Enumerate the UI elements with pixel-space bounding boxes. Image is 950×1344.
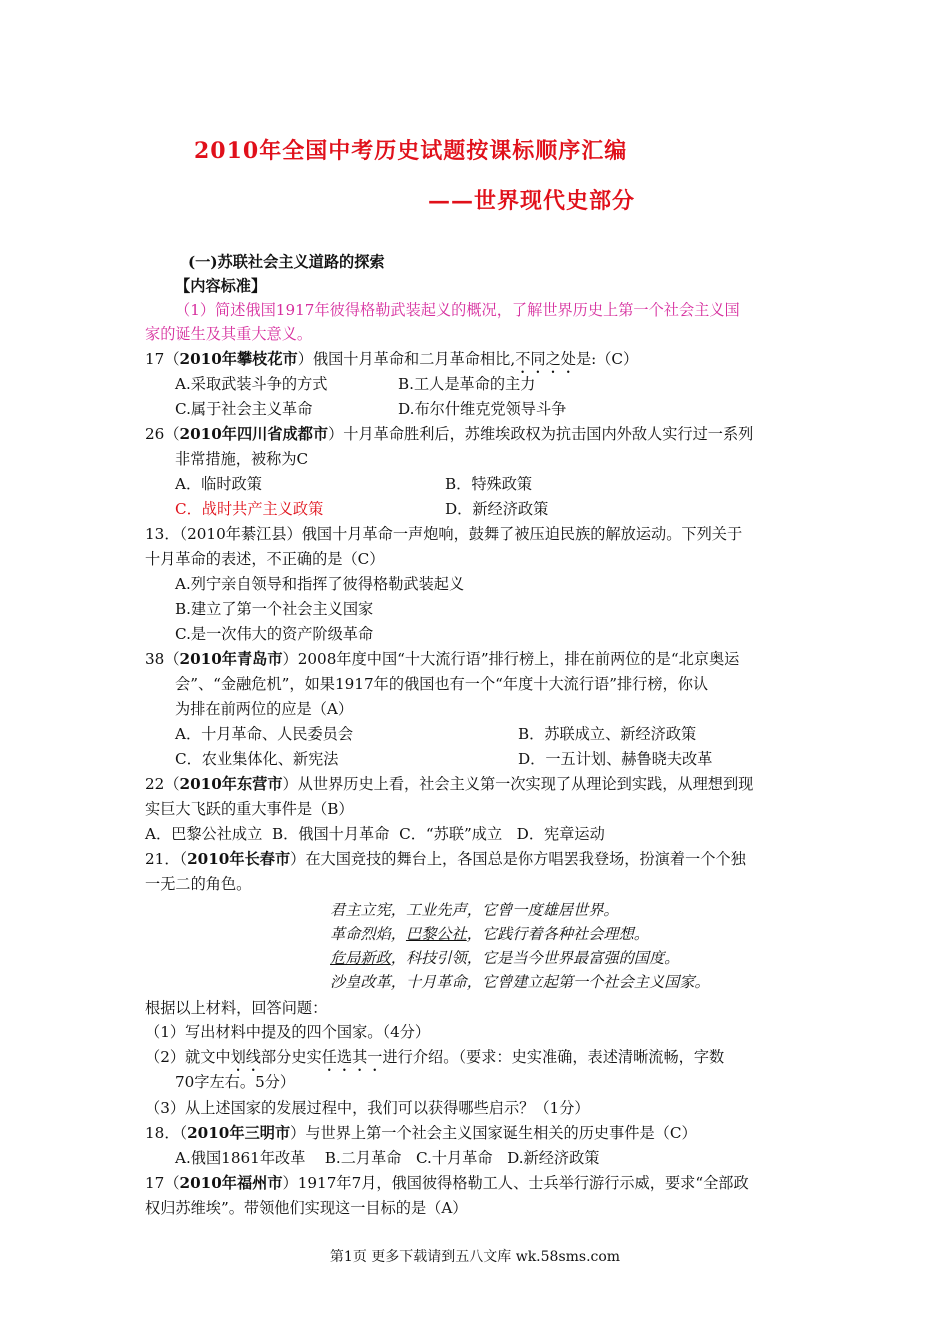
sub-question-2-line-2: 70字左右。5分） <box>175 1073 296 1091</box>
option-c: C．农业集体化、新宪法 <box>175 750 339 768</box>
option-a: A.列宁亲自领导和指挥了彼得格勒武装起义 <box>175 575 465 593</box>
poem-line-2: 革命烈焰，巴黎公社，它践行着各种社会理想。 <box>330 925 649 943</box>
option-c: C.是一次伟大的资产阶级革命 <box>175 625 374 643</box>
question-17-panzhihua: 17（2010年攀枝花市）俄国十月革命和二月革命相比,不同之处是:（C） <box>145 350 639 368</box>
page-footer: 第1页 更多下载请到五八文库 wk.58sms.com <box>329 1249 621 1265</box>
standard-heading: 【内容标准】 <box>175 277 267 295</box>
option-d: D．一五计划、赫鲁晓夫改革 <box>518 750 713 768</box>
option-d: D．新经济政策 <box>445 500 549 518</box>
sub-question-1: （1）写出材料中提及的四个国家。（4分） <box>145 1023 431 1041</box>
document-title: 2010年全国中考历史试题按课标顺序汇编 <box>194 138 628 164</box>
option-b: B.建立了第一个社会主义国家 <box>175 600 374 618</box>
poem-line-4: 沙皇改革，十月革命，它曾建立起第一个社会主义国家。 <box>330 973 710 991</box>
option-c-answer: C．战时共产主义政策 <box>175 500 324 518</box>
question-21-line-2: 一无二的角色。 <box>145 875 252 893</box>
document-subtitle: ——世界现代史部分 <box>428 188 636 214</box>
question-13-line-2: 十月革命的表述，不正确的是（C） <box>145 550 385 568</box>
question-21-changchun: 21．（2010年长春市）在大国竞技的舞台上，各国总是你方唱罢我登场，扮演着一个个独 <box>145 850 746 868</box>
question-38-line-3: 为排在前两位的应是（A） <box>175 700 354 718</box>
question-18-sanming: 18．（2010年三明市）与世界上第一个社会主义国家诞生相关的历史事件是（C） <box>145 1124 697 1142</box>
option-b: B.工人是革命的主力 <box>398 375 536 393</box>
question-26-line-2: 非常措施，被称为C <box>175 450 309 468</box>
sub-question-2: （2）就文中划线部分史实任选其一进行介绍。（要求：史实准确，表述清晰流畅，字数 <box>145 1048 725 1066</box>
sub-question-3: （3）从上述国家的发展过程中，我们可以获得哪些启示？（1分） <box>145 1099 590 1117</box>
options-row: A．巴黎公社成立 B．俄国十月革命 C．“苏联”成立 D．宪章运动 <box>145 825 605 843</box>
question-22-line-2: 实巨大飞跃的重大事件是（B） <box>145 800 354 818</box>
question-38-line-2: 会”、“金融危机”，如果1917年的俄国也有一个“年度十大流行语”排行榜，你认 <box>175 675 709 693</box>
option-a: A．十月革命、人民委员会 <box>175 725 354 743</box>
question-38-qingdao: 38（2010年青岛市）2008年度中国“十大流行语”排行榜上，排在前两位的是“北京奥运 <box>145 650 740 668</box>
option-d: D.布尔什维克党领导斗争 <box>398 400 567 418</box>
answer-intro: 根据以上材料，回答问题： <box>145 999 328 1017</box>
option-c: C.属于社会主义革命 <box>175 400 313 418</box>
poem-line-3: 危局新政，科技引领，它是当今世界最富强的国度。 <box>330 949 680 967</box>
standard-line-1: （1）简述俄国1917年彼得格勒武装起义的概况，了解世界历史上第一个社会主义国 <box>175 301 740 319</box>
standard-line-2: 家的诞生及其重大意义。 <box>145 325 313 343</box>
option-b: B．特殊政策 <box>445 475 533 493</box>
options-row: A.俄国1861年改革 B.二月革命 C.十月革命 D.新经济政策 <box>175 1149 600 1167</box>
section-heading: (一)苏联社会主义道路的探索 <box>188 253 385 271</box>
question-17-fuzhou: 17（2010年福州市）1917年7月，俄国彼得格勒工人、士兵举行游行示威，要求“全部政 <box>145 1174 749 1192</box>
poem-line-1: 君主立宪，工业先声，它曾一度雄居世界。 <box>330 901 619 919</box>
option-a: A．临时政策 <box>175 475 262 493</box>
option-b: B．苏联成立、新经济政策 <box>518 725 697 743</box>
question-17-fuzhou-line-2: 权归苏维埃”。带领他们实现这一目标的是（A） <box>145 1199 468 1217</box>
question-22-dongying: 22（2010年东营市）从世界历史上看，社会主义第一次实现了从理论到实践，从理想到现 <box>145 775 754 793</box>
question-13-qijiang: 13．（2010年綦江县）俄国十月革命一声炮响，鼓舞了被压迫民族的解放运动。下列关于 <box>145 525 743 543</box>
question-26-chengdu: 26（2010年四川省成都市）十月革命胜利后，苏维埃政权为抗击国内外敌人实行过一系列 <box>145 425 754 443</box>
option-a: A.采取武装斗争的方式 <box>175 375 328 393</box>
